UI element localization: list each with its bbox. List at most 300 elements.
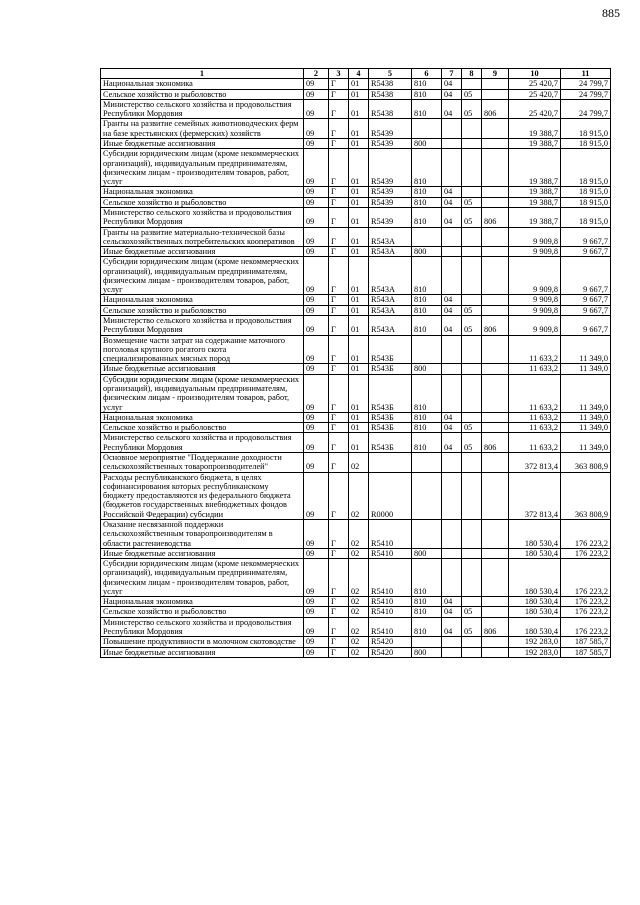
amount-2-cell: 9 667,7 [561,305,611,315]
col-8-cell [462,364,482,374]
amount-1-cell: 180 530,4 [509,617,561,637]
col-6-cell: 810 [412,305,442,315]
table-row [101,227,611,247]
col-3-cell: Г [329,597,349,607]
col-2-cell: 09 [304,79,329,89]
amount-2-cell: 11 349,0 [561,433,611,453]
col-3-cell: Г [329,335,349,364]
col-6-cell: 800 [412,138,442,148]
col-4-cell: 02 [349,519,369,548]
col-4-cell: 01 [349,197,369,207]
amount-1-cell: 11 633,2 [509,412,561,422]
col-8-cell [462,149,482,187]
col-8-cell [462,374,482,412]
col-9-cell [482,559,509,597]
col-3-cell: Г [329,433,349,453]
col-4-cell: 02 [349,548,369,558]
amount-2-cell: 24 799,7 [561,99,611,119]
col-5-cell: R543Б [369,423,412,433]
amount-2-cell: 18 915,0 [561,197,611,207]
col-9-cell [482,187,509,197]
name-cell: Министерство сельского хозяйства и продовольствия Республики Мордовия [101,99,304,119]
name-cell: Гранты на развитие материально-технической базы сельскохозяйственных потребительских кооперативов [101,227,304,247]
col-3-cell: Г [329,119,349,139]
amount-2-cell: 363 808,9 [561,452,611,472]
table-row [101,597,611,607]
col-9-cell [482,374,509,412]
col-4-cell: 01 [349,305,369,315]
amount-2-cell: 11 349,0 [561,412,611,422]
table-row [101,149,611,187]
amount-1-cell: 180 530,4 [509,519,561,548]
col-8-cell [462,227,482,247]
col-8-cell [462,335,482,364]
amount-2-cell: 18 915,0 [561,187,611,197]
col-3-cell: Г [329,149,349,187]
col-9-cell: 806 [482,617,509,637]
col-9-cell [482,637,509,647]
col-9-cell [482,548,509,558]
amount-1-cell: 180 530,4 [509,559,561,597]
col-7-cell: 04 [442,295,462,305]
col-7-cell: 04 [442,433,462,453]
col-4-cell: 01 [349,364,369,374]
col-6-cell: 810 [412,257,442,295]
col-9-cell [482,305,509,315]
amount-2-cell: 11 349,0 [561,364,611,374]
col-7-cell [442,452,462,472]
col-6-cell: 810 [412,89,442,99]
amount-2-cell: 187 585,7 [561,637,611,647]
col-5-cell: R5420 [369,637,412,647]
col-7-cell [442,119,462,139]
col-7-cell [442,559,462,597]
col-8-cell [462,637,482,647]
col-6-cell: 810 [412,207,442,227]
table-row [101,257,611,295]
col-6-cell: 800 [412,548,442,558]
col-9-cell: 806 [482,207,509,227]
column-header-4: 4 [349,69,369,79]
col-4-cell: 01 [349,119,369,139]
budget-table-body [101,69,611,658]
col-9-cell [482,423,509,433]
col-3-cell: Г [329,305,349,315]
col-6-cell: 800 [412,247,442,257]
column-header-2: 2 [304,69,329,79]
col-6-cell: 810 [412,79,442,89]
column-header-1: 1 [101,69,304,79]
col-7-cell: 04 [442,617,462,637]
amount-2-cell: 18 915,0 [561,207,611,227]
amount-2-cell: 176 223,2 [561,597,611,607]
col-5-cell: R5410 [369,607,412,617]
amount-1-cell: 11 633,2 [509,433,561,453]
col-8-cell: 05 [462,99,482,119]
amount-1-cell: 19 388,7 [509,197,561,207]
amount-2-cell: 11 349,0 [561,374,611,412]
name-cell: Национальная экономика [101,597,304,607]
amount-2-cell: 24 799,7 [561,79,611,89]
col-6-cell: 810 [412,559,442,597]
col-5-cell: R543A [369,227,412,247]
col-7-cell [442,227,462,247]
col-3-cell: Г [329,79,349,89]
name-cell: Иные бюджетные ассигнования [101,138,304,148]
col-3-cell: Г [329,519,349,548]
col-5-cell: R5438 [369,89,412,99]
col-3-cell: Г [329,197,349,207]
table-row [101,364,611,374]
col-8-cell [462,519,482,548]
amount-1-cell: 11 633,2 [509,374,561,412]
col-2-cell: 09 [304,187,329,197]
col-9-cell [482,295,509,305]
col-9-cell [482,597,509,607]
col-3-cell: Г [329,617,349,637]
col-7-cell [442,519,462,548]
col-2-cell: 09 [304,647,329,657]
name-cell: Основное мероприятие "Поддержание доходности сельскохозяйственных товаропроизводителей" [101,452,304,472]
col-6-cell [412,472,442,519]
name-cell: Субсидии юридическим лицам (кроме некоммерческих организаций), индивидуальным предпринимателям, физическим лицам - производителям товаров, работ, услуг [101,374,304,412]
col-9-cell [482,227,509,247]
name-cell: Национальная экономика [101,295,304,305]
amount-1-cell: 372 813,4 [509,472,561,519]
col-7-cell: 04 [442,99,462,119]
col-7-cell [442,647,462,657]
budget-table [100,68,611,658]
col-4-cell: 01 [349,79,369,89]
col-6-cell: 810 [412,197,442,207]
col-2-cell: 09 [304,559,329,597]
col-8-cell [462,257,482,295]
table-row [101,617,611,637]
amount-2-cell: 9 667,7 [561,316,611,336]
name-cell: Возмещение части затрат на содержание маточного поголовья крупного рогатого скота специализированных мясных пород [101,335,304,364]
amount-2-cell: 9 667,7 [561,247,611,257]
col-4-cell: 01 [349,316,369,336]
col-8-cell [462,119,482,139]
col-8-cell: 05 [462,617,482,637]
col-9-cell [482,335,509,364]
amount-1-cell: 19 388,7 [509,187,561,197]
col-4-cell: 02 [349,597,369,607]
col-5-cell: R5439 [369,197,412,207]
col-8-cell: 05 [462,305,482,315]
col-5-cell [369,452,412,472]
amount-1-cell: 9 909,8 [509,295,561,305]
col-9-cell [482,119,509,139]
table-row [101,548,611,558]
col-8-cell: 05 [462,207,482,227]
name-cell: Сельское хозяйство и рыболовство [101,197,304,207]
table-row [101,335,611,364]
col-3-cell: Г [329,257,349,295]
col-8-cell: 05 [462,433,482,453]
col-3-cell: Г [329,412,349,422]
col-3-cell: Г [329,637,349,647]
amount-1-cell: 9 909,8 [509,227,561,247]
amount-2-cell: 18 915,0 [561,138,611,148]
col-2-cell: 09 [304,433,329,453]
amount-1-cell: 372 813,4 [509,452,561,472]
col-5-cell: R5439 [369,149,412,187]
col-7-cell: 04 [442,607,462,617]
amount-1-cell: 25 420,7 [509,89,561,99]
name-cell: Расходы республиканского бюджета, в целях софинансирования которых республиканскому бюджету предоставляются из федерального бюджета (бюджетов государственных внебюджетных фондов Российской Федерации) субсидии [101,472,304,519]
col-8-cell [462,597,482,607]
col-6-cell: 810 [412,423,442,433]
table-row [101,247,611,257]
amount-1-cell: 11 633,2 [509,423,561,433]
col-5-cell: R543Б [369,335,412,364]
col-3-cell: Г [329,374,349,412]
col-5-cell: R5410 [369,617,412,637]
name-cell: Иные бюджетные ассигнования [101,364,304,374]
col-8-cell [462,187,482,197]
col-2-cell: 09 [304,423,329,433]
col-9-cell [482,452,509,472]
col-8-cell: 05 [462,316,482,336]
amount-2-cell: 11 349,0 [561,423,611,433]
col-4-cell: 01 [349,247,369,257]
col-7-cell [442,472,462,519]
name-cell: Министерство сельского хозяйства и продовольствия Республики Мордовия [101,433,304,453]
table-row [101,187,611,197]
col-7-cell [442,637,462,647]
col-9-cell [482,257,509,295]
col-8-cell: 05 [462,89,482,99]
name-cell: Национальная экономика [101,187,304,197]
col-5-cell: R543A [369,257,412,295]
col-4-cell: 01 [349,335,369,364]
col-2-cell: 09 [304,207,329,227]
col-7-cell: 04 [442,597,462,607]
col-2-cell: 09 [304,138,329,148]
col-2-cell: 09 [304,374,329,412]
name-cell: Сельское хозяйство и рыболовство [101,607,304,617]
table-header-row [101,69,611,79]
col-3-cell: Г [329,423,349,433]
col-5-cell: R5439 [369,207,412,227]
col-2-cell: 09 [304,548,329,558]
col-2-cell: 09 [304,472,329,519]
amount-1-cell: 9 909,8 [509,257,561,295]
col-6-cell: 810 [412,187,442,197]
col-2-cell: 09 [304,227,329,247]
col-6-cell: 800 [412,364,442,374]
amount-1-cell: 25 420,7 [509,79,561,89]
col-3-cell: Г [329,187,349,197]
col-9-cell [482,138,509,148]
col-5-cell: R5439 [369,187,412,197]
table-row [101,607,611,617]
table-row [101,423,611,433]
table-row [101,472,611,519]
col-4-cell: 01 [349,89,369,99]
col-6-cell: 810 [412,149,442,187]
col-7-cell [442,257,462,295]
amount-2-cell: 176 223,2 [561,559,611,597]
col-2-cell: 09 [304,364,329,374]
col-6-cell: 810 [412,374,442,412]
name-cell: Сельское хозяйство и рыболовство [101,423,304,433]
amount-2-cell: 9 667,7 [561,257,611,295]
col-6-cell [412,519,442,548]
col-8-cell [462,295,482,305]
col-3-cell: Г [329,99,349,119]
col-6-cell: 810 [412,316,442,336]
amount-1-cell: 25 420,7 [509,99,561,119]
col-4-cell: 01 [349,423,369,433]
table-row [101,647,611,657]
col-2-cell: 09 [304,519,329,548]
table-row [101,305,611,315]
table-row [101,79,611,89]
col-4-cell: 01 [349,295,369,305]
col-9-cell [482,197,509,207]
amount-2-cell: 9 667,7 [561,295,611,305]
col-3-cell: Г [329,295,349,305]
col-2-cell: 09 [304,247,329,257]
col-5-cell: R543Б [369,433,412,453]
col-2-cell: 09 [304,305,329,315]
amount-1-cell: 180 530,4 [509,607,561,617]
col-7-cell [442,247,462,257]
col-9-cell: 806 [482,99,509,119]
amount-2-cell: 18 915,0 [561,149,611,187]
table-row [101,559,611,597]
table-row [101,138,611,148]
table-row [101,89,611,99]
column-header-8: 8 [462,69,482,79]
table-row [101,316,611,336]
amount-2-cell: 176 223,2 [561,548,611,558]
col-2-cell: 09 [304,89,329,99]
col-7-cell: 04 [442,423,462,433]
col-8-cell [462,412,482,422]
amount-1-cell: 9 909,8 [509,316,561,336]
col-4-cell: 01 [349,207,369,227]
table-row [101,637,611,647]
col-9-cell [482,607,509,617]
col-9-cell [482,472,509,519]
amount-1-cell: 180 530,4 [509,548,561,558]
name-cell: Национальная экономика [101,412,304,422]
col-6-cell: 810 [412,433,442,453]
amount-2-cell: 176 223,2 [561,617,611,637]
amount-1-cell: 19 388,7 [509,149,561,187]
col-5-cell: R5420 [369,647,412,657]
col-7-cell: 04 [442,412,462,422]
table-row [101,374,611,412]
col-3-cell: Г [329,452,349,472]
col-9-cell [482,519,509,548]
col-6-cell: 810 [412,607,442,617]
col-8-cell: 05 [462,423,482,433]
column-header-3: 3 [329,69,349,79]
col-4-cell: 02 [349,559,369,597]
col-5-cell: R543A [369,295,412,305]
col-9-cell [482,149,509,187]
amount-1-cell: 19 388,7 [509,138,561,148]
col-3-cell: Г [329,247,349,257]
col-2-cell: 09 [304,149,329,187]
col-2-cell: 09 [304,316,329,336]
col-5-cell: R0000 [369,472,412,519]
table-row [101,99,611,119]
col-4-cell: 01 [349,149,369,187]
col-7-cell [442,374,462,412]
col-6-cell [412,227,442,247]
col-3-cell: Г [329,607,349,617]
col-4-cell: 01 [349,99,369,119]
col-5-cell: R543Б [369,412,412,422]
col-6-cell [412,637,442,647]
col-9-cell [482,89,509,99]
col-7-cell: 04 [442,89,462,99]
col-3-cell: Г [329,472,349,519]
amount-1-cell: 19 388,7 [509,207,561,227]
col-5-cell: R5410 [369,597,412,607]
col-5-cell: R543A [369,316,412,336]
col-8-cell [462,138,482,148]
amount-1-cell: 11 633,2 [509,335,561,364]
name-cell: Министерство сельского хозяйства и продовольствия Республики Мордовия [101,617,304,637]
col-7-cell: 04 [442,79,462,89]
col-3-cell: Г [329,559,349,597]
col-2-cell: 09 [304,257,329,295]
col-5-cell: R5410 [369,559,412,597]
col-4-cell: 01 [349,187,369,197]
col-4-cell: 01 [349,374,369,412]
table-row [101,412,611,422]
col-6-cell: 810 [412,412,442,422]
table-row [101,197,611,207]
col-4-cell: 01 [349,257,369,295]
col-9-cell [482,412,509,422]
col-7-cell: 04 [442,207,462,227]
column-header-10: 10 [509,69,561,79]
col-7-cell: 04 [442,305,462,315]
col-6-cell [412,452,442,472]
col-4-cell: 01 [349,433,369,453]
col-4-cell: 02 [349,617,369,637]
col-8-cell [462,247,482,257]
amount-1-cell: 180 530,4 [509,597,561,607]
col-2-cell: 09 [304,119,329,139]
col-9-cell: 806 [482,433,509,453]
col-7-cell [442,335,462,364]
name-cell: Субсидии юридическим лицам (кроме некоммерческих организаций), индивидуальным предпринимателям, физическим лицам - производителям товаров, работ, услуг [101,559,304,597]
table-row [101,519,611,548]
col-4-cell: 02 [349,472,369,519]
col-8-cell [462,452,482,472]
name-cell: Сельское хозяйство и рыболовство [101,89,304,99]
col-4-cell: 02 [349,452,369,472]
amount-2-cell: 363 808,9 [561,472,611,519]
col-5-cell: R5410 [369,519,412,548]
col-3-cell: Г [329,89,349,99]
col-8-cell: 05 [462,607,482,617]
col-5-cell: R543Б [369,364,412,374]
amount-2-cell: 176 223,2 [561,607,611,617]
name-cell: Иные бюджетные ассигнования [101,647,304,657]
name-cell: Национальная экономика [101,79,304,89]
amount-2-cell: 9 667,7 [561,227,611,247]
col-2-cell: 09 [304,197,329,207]
